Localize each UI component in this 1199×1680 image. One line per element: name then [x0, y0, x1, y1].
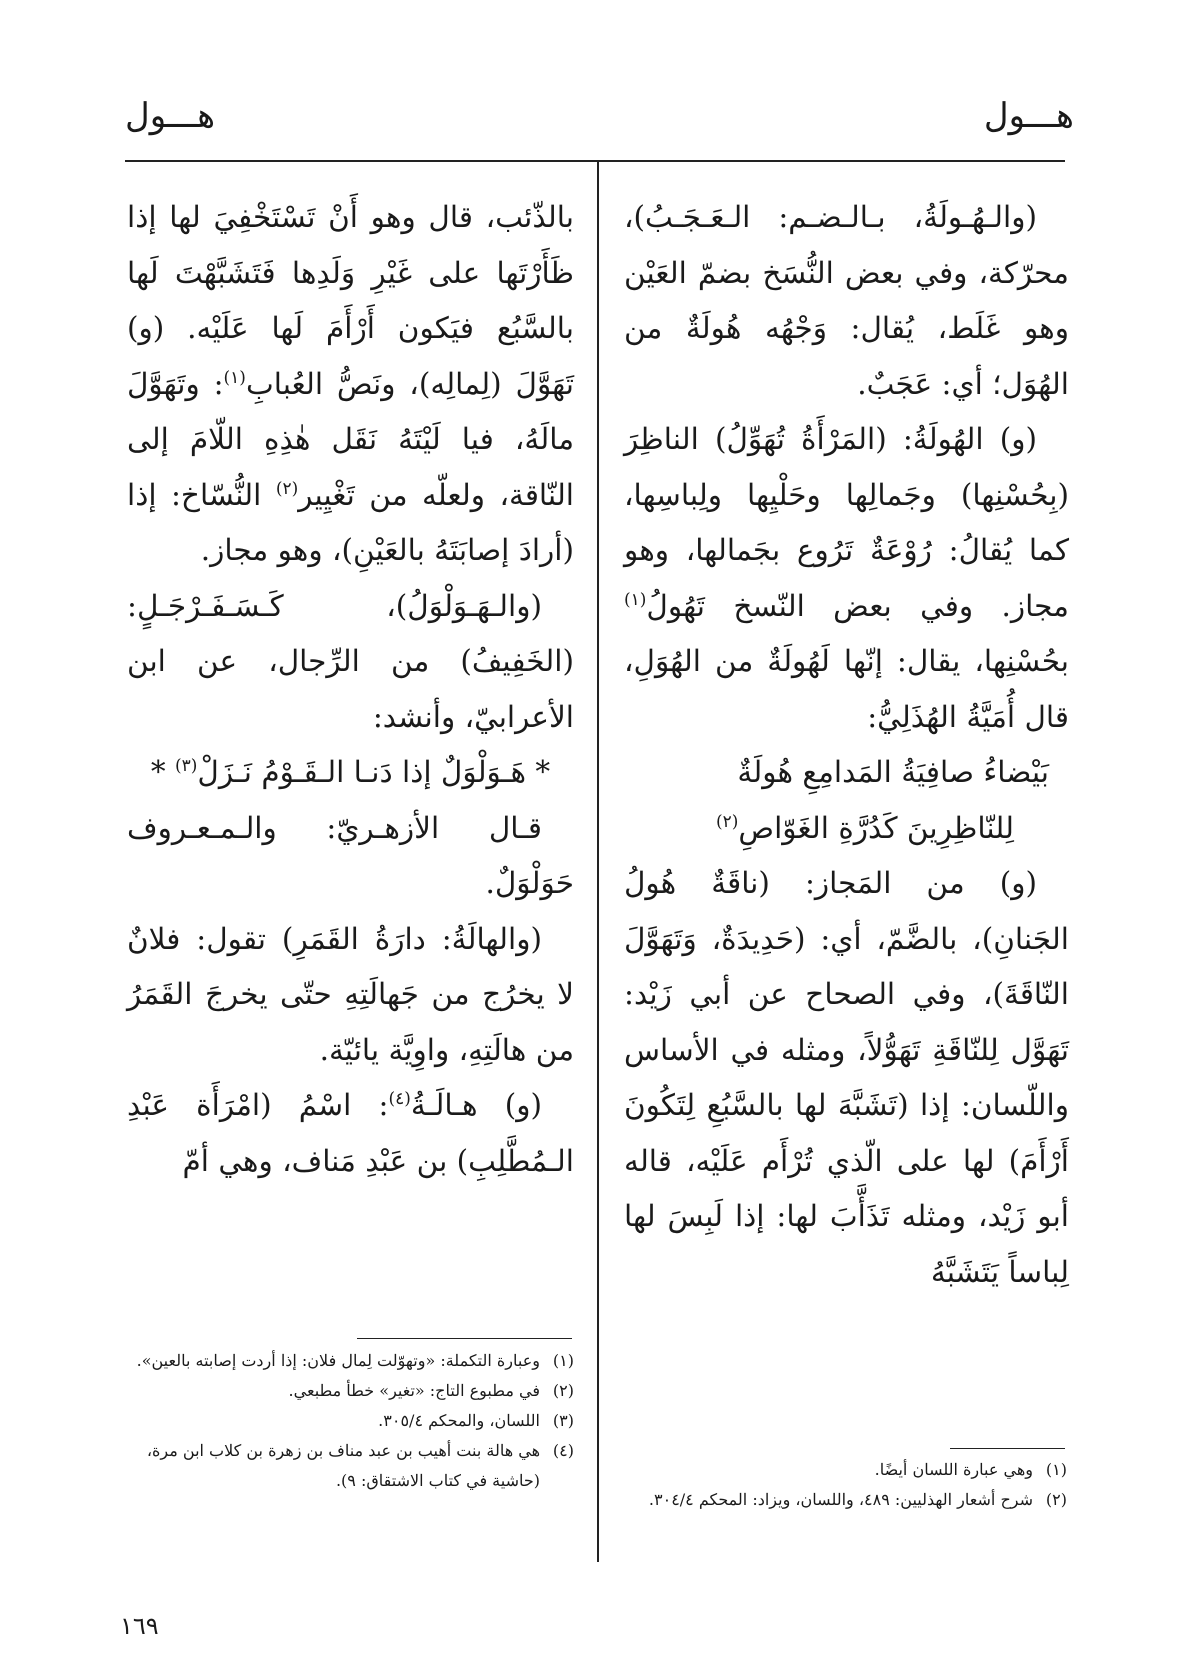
- verse-end: *: [150, 755, 175, 789]
- footnote-ref: (٢): [275, 478, 299, 499]
- verse-line-1: بَيْضاءُ صافِيَةُ المَدامِعِ هُولَةٌ: [737, 755, 1049, 789]
- footnotes-right: [627, 1455, 1067, 1515]
- entry-text: بالذّئب، قال وهو أَنْ تَسْتَخْفِيَ لها إذا ظَأَرْتَها على غَيْرِ وَلَدِها فَتَشَبَّهْتَ لَها بالسَّبُع فيَكون أَرْأَمَ لَها عَلَيْه. (و) تَهَوَّلَ (لِمالِه)، ونَصُّ العُبابِ: [127, 200, 574, 401]
- footnote-text: وهي عبارة اللسان أيضًا.: [874, 1460, 1033, 1479]
- entry-hala: (والهالَةُ: دارَةُ القَمَرِ) تقول: فلانٌ لا يخرُج من جَهالَتِهِ حتّى يخرجَ القَمَرُ من هالَتِهِ، واوِيَّة يائيّة.: [127, 921, 574, 1067]
- entry-text: النُّسّاخ: إذا (أرادَ إصابَتَهُ بالعَيْنِ)، وهو مجاز.: [127, 477, 574, 567]
- footnote-number: (٢): [552, 1381, 574, 1400]
- footnote: [127, 1436, 574, 1496]
- column-divider: [597, 162, 599, 1562]
- star-verse: [127, 745, 574, 801]
- entry-continuation: [127, 190, 574, 579]
- footnote: [627, 1485, 1067, 1515]
- footnote-ref: (٣): [175, 756, 198, 777]
- entry-hawla-woman: [624, 412, 1069, 745]
- entry-text: : وتَهَوَّلَ مالَهُ، فيا لَيْتَهُ نَقَل هٰذِهِ اللّامَ إلى النّاقة، ولعلّه من تَغْيِير: [127, 366, 575, 512]
- entry-naqa: (و) من المَجاز: (ناقَةٌ هُولُ الجَنانِ)، بالضَّمّ، أي: (حَدِيدَةٌ، وَتَهَوَّلَ النّاقَةَ)، وفي الصحاح عن أبي زَيْد: تَهَوَّل لِلنّاقَةِ تَهَوُّلاً، ومثله في الأساس واللّسان: إذا (تَشَبَّهَ لها بالسَّبُعِ لِتَكُونَ أَرْأَمَ) لها على الّذي تُرْأَم عَلَيْه، قاله أبو زَيْد، ومثله تَذَأَّبَ لها: إذا لَبِسَ لها لِباساً يَتَشَبَّهُ: [624, 866, 1069, 1289]
- entry-text: : اسْمُ (امْرَأَة عَبْدِ الـمُطَّلِبِ) بن عَبْدِ مَناف، وهي أمّ: [127, 1088, 574, 1178]
- footnote-text: اللسان، والمحكم ٣٠٥/٤.: [378, 1411, 540, 1430]
- running-head-left: هـــول: [125, 96, 216, 136]
- footnote: [127, 1346, 574, 1376]
- footnote-number: (٣): [552, 1411, 574, 1430]
- footnotes-left: [127, 1346, 574, 1496]
- footnote-rule-left: [357, 1338, 572, 1339]
- footnote-text: وعبارة التكملة: «وتهوّلت لِمال فلان: إذا أردت إصابته بالعين».: [136, 1351, 540, 1370]
- footnote-text: في مطبوع التاج: «تغير» خطأ مطبعي.: [288, 1381, 540, 1400]
- footnote: [127, 1406, 574, 1436]
- footnote-number: (٤): [552, 1441, 574, 1460]
- right-column: [624, 190, 1069, 1300]
- footnote: [127, 1376, 574, 1406]
- footnote-number: (١): [1045, 1460, 1067, 1479]
- entry-text: (و) الهُولَةُ: (المَرْأَةُ تُهَوِّلُ) الناظِرَ (بِحُسْنِها) وجَمالِها وحَلْيِها ولِباسِها، كما يُقالُ: رُوْعَةٌ تَرُوع بجَمالها، وهو مجاز. وفي بعض النّسخ تَهُولُ: [624, 422, 1069, 623]
- header-rule: [125, 160, 1065, 162]
- entry-azhari: قـال الأزهـريّ: والـمـعـروف حَوَلْوَلٌ.: [127, 810, 574, 900]
- footnote-ref: (١): [624, 589, 647, 610]
- left-column: [127, 190, 574, 1189]
- footnote-ref: (١): [223, 367, 246, 388]
- running-head-right: هـــول: [983, 96, 1074, 136]
- entry-hawla: (والـهُـولَةُ، بـالـضـم: الـعَـجَـبُ)، محرّكة، وفي بعض النُّسَخ بضمّ العَيْن وهو غَلَط، يُقال: وَجْهُه هُولَةٌ من الهُوَل؛ أي: عَجَبٌ.: [624, 200, 1069, 401]
- page-number: ١٦٩: [120, 1612, 159, 1640]
- footnote-ref: (٢): [716, 811, 739, 832]
- entry-hala-name: [127, 1078, 574, 1189]
- entry-hawalwal: (والـهَـوَلْوَلُ)، كَـسَـفَـرْجَـلٍ: (الخَفِيفُ) من الرِّجال، عن ابن الأعرابيّ، وأنشد:: [127, 588, 574, 734]
- entry-text: (و) هـالَـةُ: [410, 1088, 542, 1122]
- entry-text: بحُسْنِها، يقال: إنّها لَهُولَةٌ من الهُوَلِ، قال أُمَيَّةُ الهُذَلِيُّ:: [624, 644, 1069, 734]
- verse-text: * هَـوَلْوَلٌ إذا دَنـا الـقَـوْمُ نَـزَلْ: [197, 755, 551, 789]
- footnote-number: (٢): [1045, 1490, 1067, 1509]
- footnote: [627, 1455, 1067, 1485]
- footnote-text: شرح أشعار الهذليين: ٤٨٩، واللسان، ويزاد: المحكم ٣٠٤/٤.: [648, 1490, 1033, 1509]
- footnote-ref: (٤): [388, 1089, 411, 1110]
- footnote-rule-right: [950, 1448, 1065, 1449]
- verse-line-2: [624, 801, 1069, 857]
- footnote-text: هي هالة بنت أهيب بن عبد مناف بن زهرة بن كلاب ابن مرة، (حاشية في كتاب الاشتقاق: ٩).: [146, 1441, 540, 1490]
- footnote-number: (١): [552, 1351, 574, 1370]
- verse-text: لِلنّاظِرِينَ كَدُرَّةِ الغَوّاصِ: [738, 810, 1014, 845]
